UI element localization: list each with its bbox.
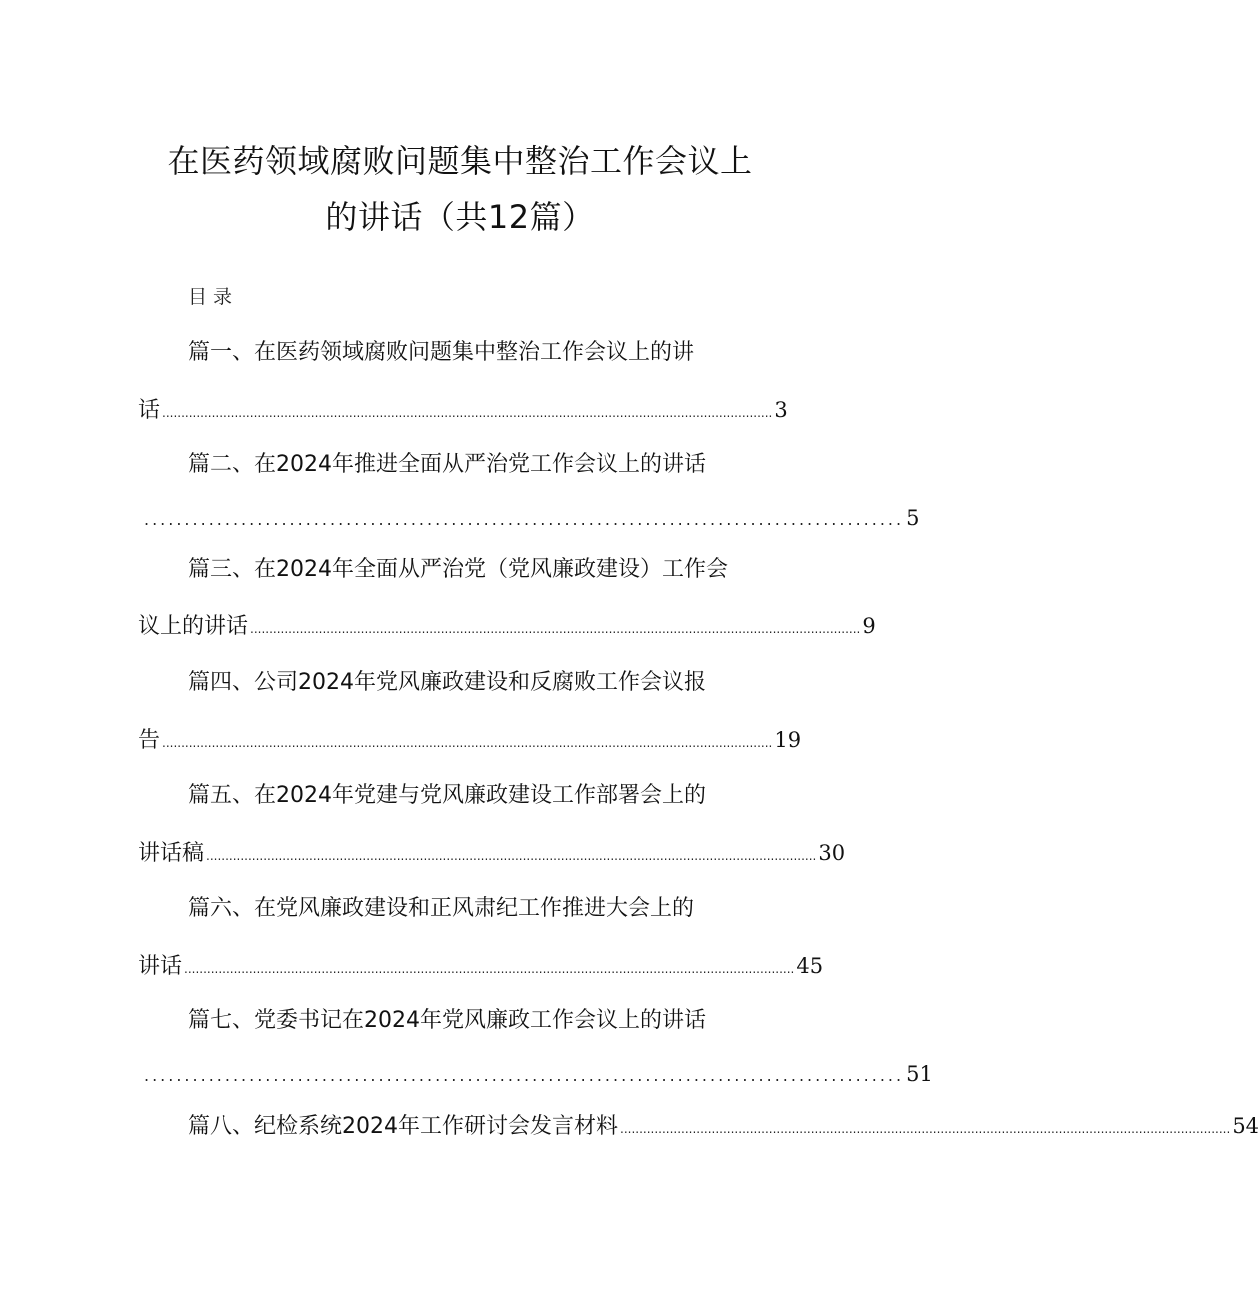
- toc-entry-3-line-1[interactable]: 篇三、在2024年全面从严治党（党风廉政建设）工作会: [188, 557, 728, 582]
- toc-entry-6-line-1[interactable]: 篇六、在党风廉政建设和正风肃纪工作推进大会上的: [188, 896, 695, 921]
- toc-entry-6-page-number: 45: [796, 954, 824, 978]
- toc-leader-dots: ..............................................................................................: [144, 510, 905, 529]
- toc-entry-3-text: 议上的讲话: [138, 614, 249, 639]
- toc-entry-2-line-1[interactable]: 篇二、在2024年推进全面从严治党工作会议上的讲话: [188, 452, 706, 477]
- toc-heading: 目录: [188, 286, 239, 308]
- toc-entry-1-line-1[interactable]: 篇一、在医药领域腐败问题集中整治工作会议上的讲: [188, 340, 695, 365]
- toc-entry-5-line-1[interactable]: 篇五、在2024年党建与党风廉政建设工作部署会上的: [188, 783, 706, 808]
- document-title-line-1: 在医药领域腐败问题集中整治工作会议上: [167, 142, 753, 180]
- toc-entry-6-line-2[interactable]: [138, 949, 824, 983]
- toc-entry-5-line-2[interactable]: [138, 836, 846, 870]
- toc-entry-8[interactable]: [188, 1109, 1259, 1143]
- toc-leader-dots: ................................................................................................................................................................: [206, 849, 817, 863]
- toc-entry-1-line-2[interactable]: [138, 393, 788, 427]
- document-title-line-2: 的讲话（共12篇）: [325, 198, 595, 236]
- toc-entry-7-line-2[interactable]: [138, 1057, 933, 1091]
- toc-entry-2-line-2[interactable]: [138, 501, 920, 535]
- toc-entry-4-text: 告: [138, 728, 161, 753]
- toc-entry-3-page-number: 9: [862, 614, 876, 638]
- toc-entry-3-line-2[interactable]: [138, 609, 876, 643]
- toc-entry-1-page-number: 3: [774, 398, 788, 422]
- toc-entry-1-text: 话: [138, 398, 161, 423]
- toc-leader-dots: ................................................................................................................................................................: [162, 736, 773, 750]
- toc-entry-4-line-2[interactable]: [138, 723, 802, 757]
- toc-entry-7-line-1[interactable]: 篇七、党委书记在2024年党风廉政工作会议上的讲话: [188, 1008, 706, 1033]
- toc-entry-8-page-number: 54: [1232, 1114, 1259, 1138]
- toc-entry-7-page-number: 51: [906, 1062, 933, 1086]
- toc-leader-dots: ................................................................................................................................................................: [250, 622, 861, 636]
- toc-leader-dots: ................................................................................................................................................................: [162, 406, 773, 420]
- toc-entry-4-page-number: 19: [774, 728, 802, 752]
- toc-entry-8-text: 篇八、纪检系统2024年工作研讨会发言材料: [188, 1114, 618, 1139]
- toc-entry-5-text: 讲话稿: [138, 841, 205, 866]
- toc-entry-5-page-number: 30: [818, 841, 846, 865]
- toc-entry-4-line-1[interactable]: 篇四、公司2024年党风廉政建设和反腐败工作会议报: [188, 670, 706, 695]
- toc-entry-2-page-number: 5: [906, 506, 920, 530]
- toc-leader-dots: ..............................................................................................: [144, 1066, 905, 1085]
- toc-leader-dots: ................................................................................................................................................................: [620, 1122, 1231, 1136]
- toc-entry-6-text: 讲话: [138, 954, 183, 979]
- toc-leader-dots: ................................................................................................................................................................: [184, 962, 795, 976]
